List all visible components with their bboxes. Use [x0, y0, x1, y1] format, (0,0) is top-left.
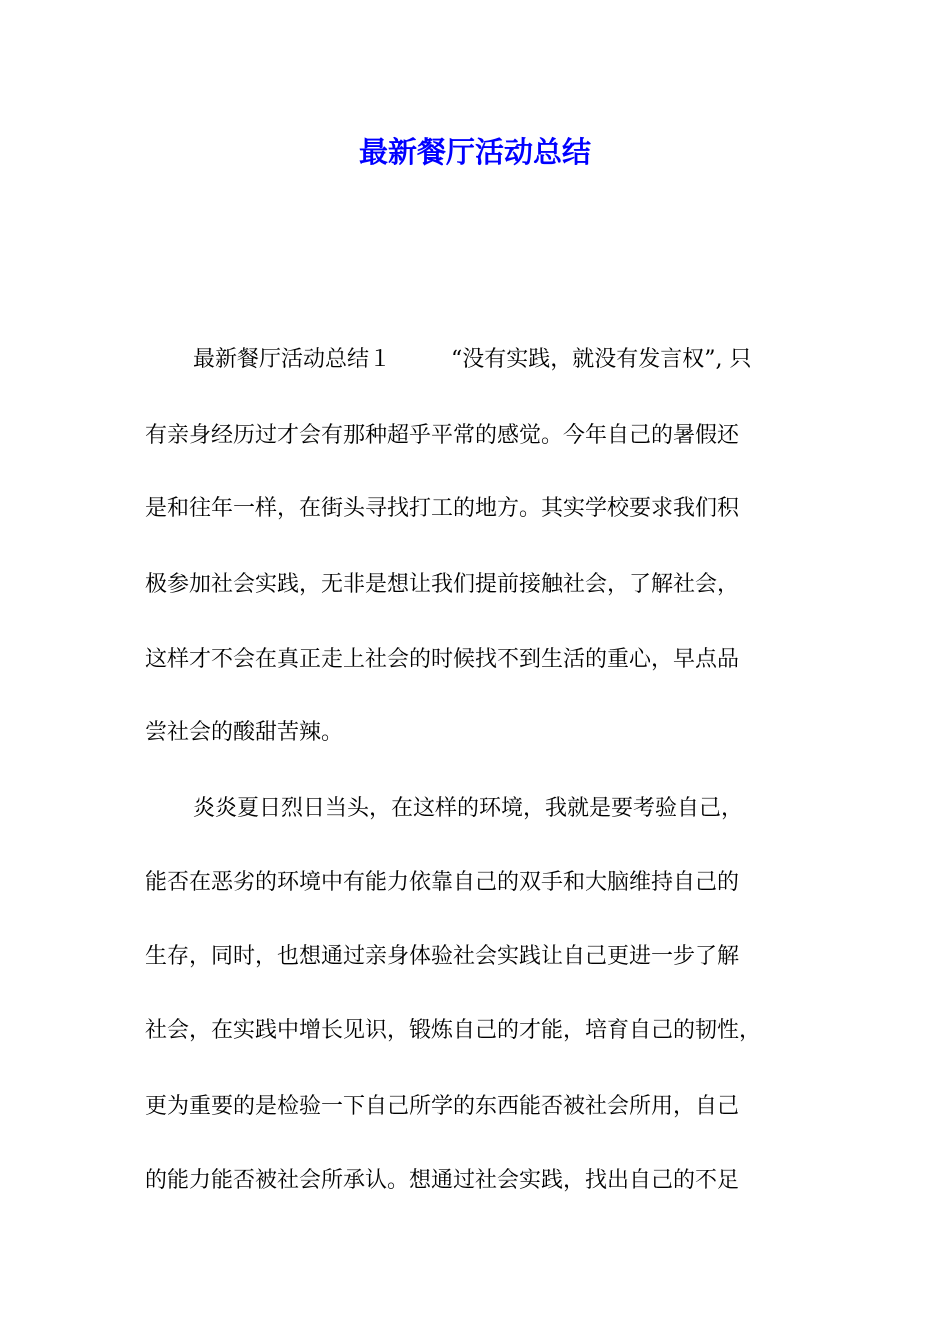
paragraph-line: 能否在恶劣的环境中有能力依靠自己的双手和大脑维持自己的 — [145, 870, 740, 895]
paragraph-line: 这样才不会在真正走上社会的时候找不到生活的重心，早点品 — [145, 647, 740, 672]
paragraph-line: 极参加社会实践，无非是想让我们提前接触社会，了解社会， — [145, 572, 740, 597]
section-heading: 最新餐厅活动总结１ — [193, 347, 392, 372]
paragraph-line: 尝社会的酸甜苦辣。 — [145, 720, 344, 745]
paragraph-line: 的能力能否被社会所承认。想通过社会实践，找出自己的不足 — [145, 1168, 740, 1193]
paragraph-line: 社会，在实践中增长见识，锻炼自己的才能，培育自己的韧性， — [145, 1018, 762, 1043]
paragraph-line: 是和往年一样，在街头寻找打工的地方。其实学校要求我们积 — [145, 496, 740, 521]
paragraph-line: 炎炎夏日烈日当头，在这样的环境，我就是要考验自己， — [193, 796, 744, 821]
paragraph-line: 生存，同时，也想通过亲身体验社会实践让自己更进一步了解 — [145, 944, 740, 969]
paragraph-line: 更为重要的是检验一下自己所学的东西能否被社会所用，自己 — [145, 1094, 740, 1119]
paragraph-line — [193, 345, 878, 375]
document-title: 最新餐厅活动总结 — [358, 135, 591, 169]
paragraph-line: 有亲身经历过才会有那种超乎平常的感觉。今年自己的暑假还 — [145, 423, 740, 448]
quote-text: “没有实践，就没有发言权”, 只 — [451, 347, 752, 372]
